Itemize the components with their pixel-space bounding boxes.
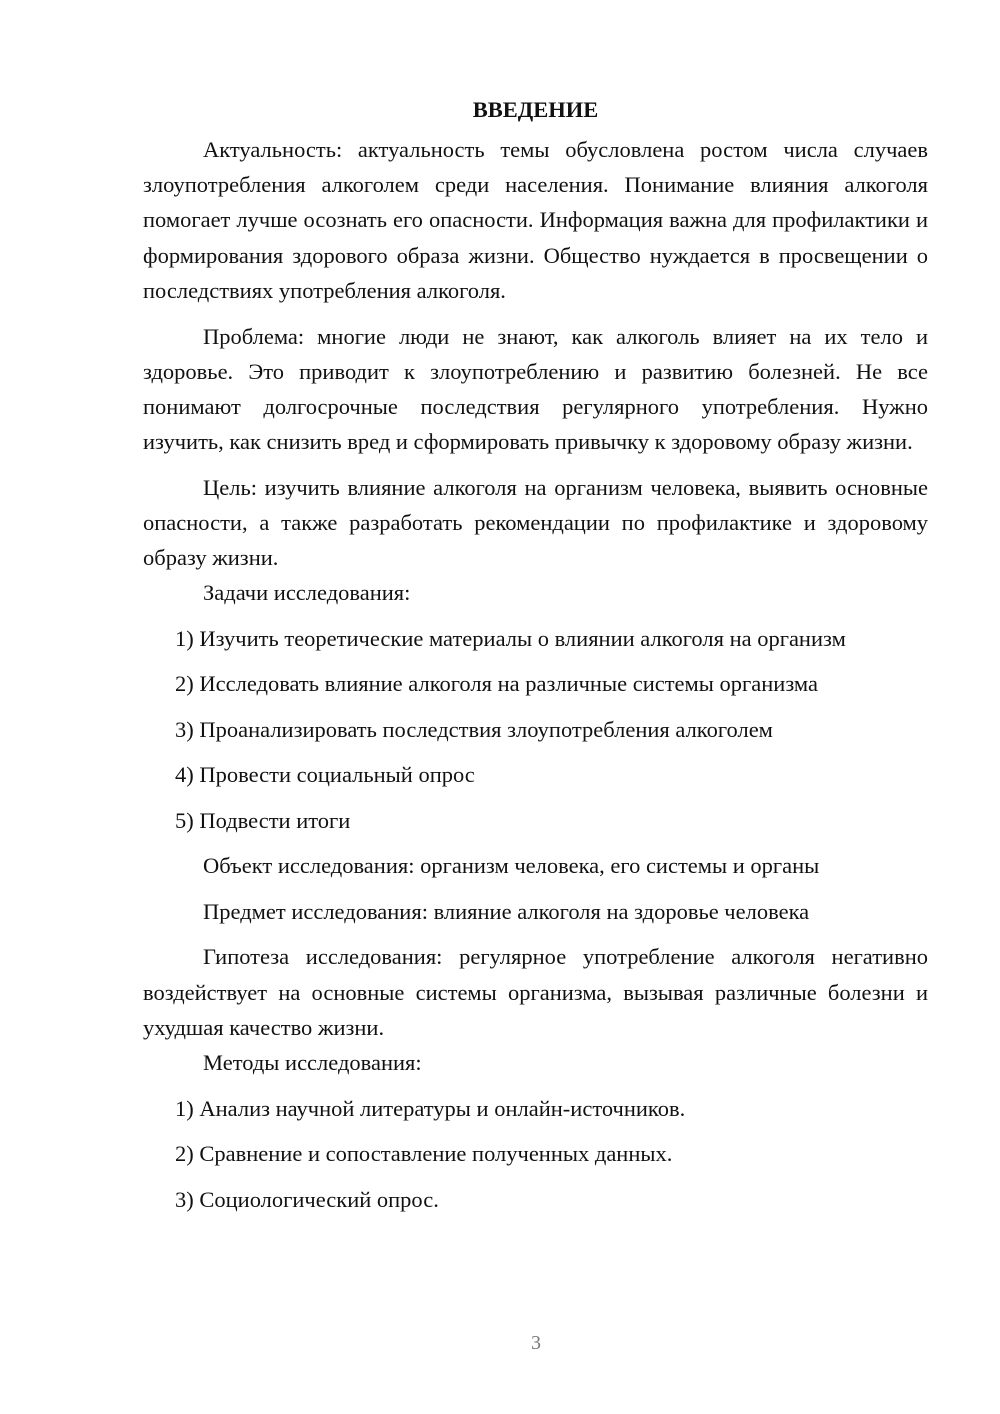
page-number: 3: [531, 1332, 541, 1354]
method-item-1: 1) Анализ научной литературы и онлайн-источников.: [175, 1095, 686, 1121]
methods-heading: Методы исследования:: [203, 1050, 422, 1076]
task-item-4: 4) Провести социальный опрос: [175, 762, 475, 788]
task-item-3: 3) Проанализировать последствия злоупотребления алкоголем: [175, 716, 773, 742]
method-item-3: 3) Социологический опрос.: [175, 1186, 439, 1212]
hypothesis-paragraph: Гипотеза исследования: регулярное употребление алкоголя негативно воздействует на основные системы организма, вызывая различные болезни и ухудшая качество жизни.: [143, 944, 928, 1040]
goal-paragraph: Цель: изучить влияние алкоголя на организм человека, выявить основные опасности, а также разработать рекомендации по профилактике и здоровому образу жизни.: [143, 474, 928, 571]
subject-line: Предмет исследования: влияние алкоголя на здоровье человека: [203, 898, 810, 924]
page-title: ВВЕДЕНИЕ: [472, 97, 599, 122]
task-item-1: 1) Изучить теоретические материалы о влиянии алкоголя на организм: [175, 625, 846, 651]
problem-paragraph: Проблема: многие люди не знают, как алкоголь влияет на их тело и здоровье. Это приводит к злоупотреблению и развитию болезней. Не все понимают долгосрочные последствия регулярного употребления. Нужно изучить, как снизить вред и сформировать привычку к здоровому образу жизни.: [143, 323, 928, 455]
task-item-5: 5) Подвести итоги: [175, 807, 351, 833]
relevance-paragraph: Актуальность: актуальность темы обусловлена ростом числа случаев злоупотребления алкоголем среди населения. Понимание влияния алкоголя помогает лучше осознать его опасности. Информация важна для профилактики и формирования здорового образа жизни. Общество нуждается в просвещении о последствиях употребления алкоголя.: [143, 137, 928, 303]
method-item-2: 2) Сравнение и сопоставление полученных данных.: [175, 1141, 673, 1167]
object-line: Объект исследования: организм человека, его системы и органы: [203, 853, 820, 879]
tasks-heading: Задачи исследования:: [203, 580, 411, 606]
document-page: [143, 92, 928, 1217]
task-item-2: 2) Исследовать влияние алкоголя на различные системы организма: [175, 671, 818, 697]
